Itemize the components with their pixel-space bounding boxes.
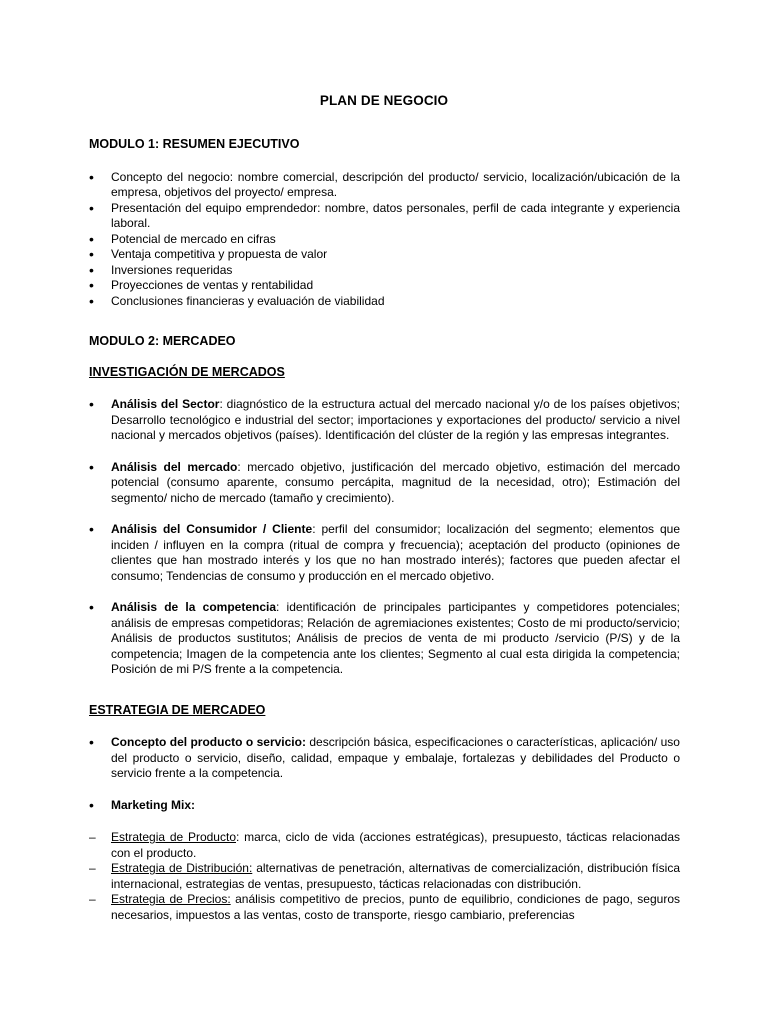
- list-item: • Potencial de mercado en cifras: [89, 232, 680, 248]
- list-item: • Concepto del negocio: nombre comercial, descripción del producto/ servicio, localización/ubicación de la empresa, objetivos del proyecto/ empresa.: [89, 170, 680, 201]
- item-text: descripción básica, especificaciones o características, aplicación/ uso del producto o servicio, diseño, calidad, empaque y embalaje, fortalezas y debilidades del Producto o servicio frente a la competencia.: [111, 735, 680, 780]
- page-title: PLAN DE NEGOCIO: [319, 93, 449, 108]
- module1-heading: MODULO 1: RESUMEN EJECUTIVO: [89, 137, 300, 151]
- item-label: Estrategia de Distribución:: [111, 861, 253, 875]
- list-item: • Proyecciones de ventas y rentabilidad: [89, 278, 680, 294]
- list-item: [89, 798, 680, 814]
- strategy-list: [89, 735, 680, 813]
- item-text: : mercado objetivo, justificación del mercado objetivo, estimación del mercado potencial (consumo aparente, consumo percápita, magnitud de la necesidad, otro); Estimación del segmento/ nicho de mercado (tamaño y crecimiento).: [111, 459, 680, 505]
- module1-list: [89, 170, 680, 310]
- item-text: : perfil del consumidor; localización del segmento; elementos que inciden / influyen en la compra (ritual de compra y frecuencia); aceptación del producto (opiniones de clientes que han mostrado interés y los que no han mostrado interés); factores que pueden afectar el consumo; Tendencias de consumo y producción en el mercado objetivo.: [111, 522, 681, 583]
- item-label: Estrategia de Precios:: [111, 892, 231, 906]
- list-item: • Presentación del equipo emprendedor: nombre, datos personales, perfil de cada integrante y experiencia laboral.: [89, 201, 680, 232]
- module2-heading: MODULO 2: MERCADEO: [89, 334, 236, 348]
- item-text: alternativas de penetración, alternativas de comercialización, distribución física internacional, estrategias de ventas, presupuesto, tácticas relacionadas con distribución.: [111, 861, 680, 891]
- item-label: Concepto del producto o servicio:: [111, 735, 306, 749]
- list-item: [89, 830, 680, 861]
- item-label: Análisis del Sector: [111, 397, 220, 411]
- research-list: [89, 397, 680, 678]
- item-label: Marketing Mix:: [111, 797, 196, 812]
- item-text: : diagnóstico de la estructura actual del mercado nacional y/o de los países objetivos; Desarrollo tecnológico e industrial del sector; importaciones y exportaciones del producto/ servicio a nivel nacional y mercados objetivos (países). Identificación del clúster de la región y las empresas integrantes.: [111, 397, 680, 442]
- item-label: Análisis del Consumidor / Cliente: [111, 522, 313, 536]
- list-item: [89, 861, 680, 892]
- strategy-heading: ESTRATEGIA DE MERCADEO: [89, 702, 266, 717]
- item-text: análisis competitivo de precios, punto de equilibrio, condiciones de pago, seguros necesarios, impuestos a las ventas, costo de transporte, riesgo cambiario, preferencias: [111, 892, 680, 922]
- item-label: Análisis del mercado: [111, 459, 238, 474]
- research-heading: INVESTIGACIÓN DE MERCADOS: [89, 364, 285, 379]
- document-body: [89, 137, 680, 923]
- list-item: [89, 522, 680, 584]
- item-label: Análisis de la competencia: [111, 600, 277, 614]
- item-text: : identificación de principales participantes y competidores potenciales; análisis de empresas competidoras; Relación de agremiaciones existentes; Costo de mi producto/servicio; Análisis de productos sustitutos; Análisis de precios de venta de mi producto /servicio (P/S) y de la competencia; Imagen de la competencia ante los clientes; Segmento al cual esta dirigida la competencia; Posición de mi P/S frente a la competencia.: [111, 600, 680, 676]
- list-item: [89, 735, 680, 782]
- list-item: • Ventaja competitiva y propuesta de valor: [89, 247, 680, 263]
- list-item: [89, 397, 680, 444]
- list-item: • Inversiones requeridas: [89, 263, 680, 279]
- list-item: • Conclusiones financieras y evaluación de viabilidad: [89, 294, 680, 310]
- list-item: [89, 892, 680, 923]
- item-text: : marca, ciclo de vida (acciones estratégicas), presupuesto, tácticas relacionadas con el producto.: [111, 830, 681, 860]
- list-item: [89, 460, 680, 507]
- item-label: Estrategia de Producto: [111, 830, 236, 844]
- list-item: [89, 600, 680, 678]
- marketing-mix-list: [89, 830, 680, 923]
